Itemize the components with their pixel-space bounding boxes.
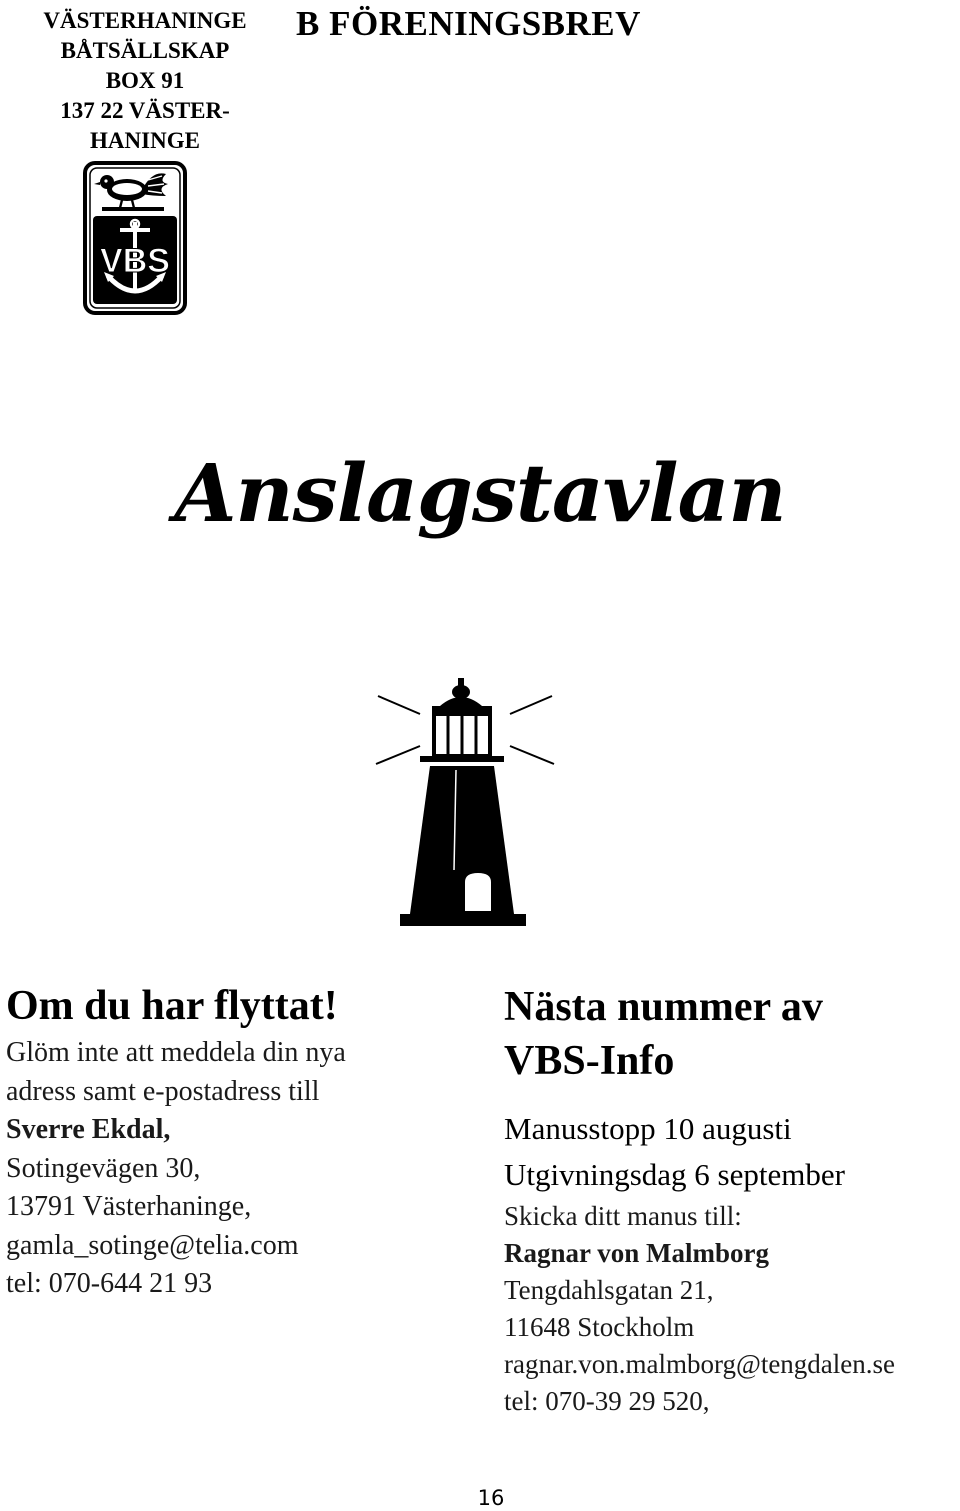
manuscript-deadline: Manusstopp 10 augusti — [504, 1111, 792, 1146]
lighthouse-icon — [370, 674, 560, 930]
contact-name: Ragnar von Malmborg — [504, 1238, 770, 1268]
contact-street: Sotingevägen 30, — [6, 1152, 201, 1184]
contact-street: Tengdahlsgatan 21, — [504, 1275, 714, 1305]
next-issue-heading: Nästa nummer av — [504, 984, 823, 1030]
return-address-line: VÄSTERHANINGE — [43, 8, 247, 33]
contact-city: 13791 Västerhaninge, — [6, 1191, 252, 1222]
return-address — [20, 6, 270, 156]
return-address-line: 137 22 VÄSTER- — [60, 98, 230, 123]
contact-name: Sverre Ekdal, — [6, 1114, 171, 1145]
send-to-label: Skicka ditt manus till: — [504, 1201, 742, 1231]
release-date: Utgivningsdag 6 september — [504, 1157, 845, 1192]
postage-mark: B FÖRENINGSBREV — [296, 4, 641, 43]
contact-city: 11648 Stockholm — [504, 1312, 695, 1342]
moved-notice-heading: Om du har flyttat! — [6, 983, 338, 1029]
moved-notice-body — [6, 1034, 476, 1304]
page-title: Anslagstavlan — [174, 446, 786, 540]
contact-email: ragnar.von.malmborg@tengdalen.se — [504, 1349, 896, 1379]
return-address-line: BOX 91 — [105, 68, 185, 93]
contact-email: gamla_sotinge@telia.com — [6, 1229, 299, 1261]
moved-notice — [6, 978, 476, 1304]
logo-text: VBS — [100, 242, 170, 280]
moved-notice-text: Glöm inte att meddela din nya — [6, 1037, 346, 1068]
moved-notice-text: adress samt e-postadress till — [6, 1075, 320, 1107]
page-number: 16 — [477, 1486, 505, 1510]
return-address-line: HANINGE — [90, 128, 200, 153]
return-address-line: BÅTSÄLLSKAP — [60, 38, 230, 63]
club-emblem-icon — [82, 160, 188, 316]
contact-phone: tel: 070-39 29 520, — [504, 1386, 710, 1416]
next-issue-dates — [504, 1106, 960, 1198]
next-issue-contact — [504, 1198, 960, 1420]
contact-phone: tel: 070-644 21 93 — [6, 1268, 213, 1299]
next-issue-heading: VBS-Info — [504, 1038, 675, 1084]
next-issue-notice — [504, 980, 960, 1420]
